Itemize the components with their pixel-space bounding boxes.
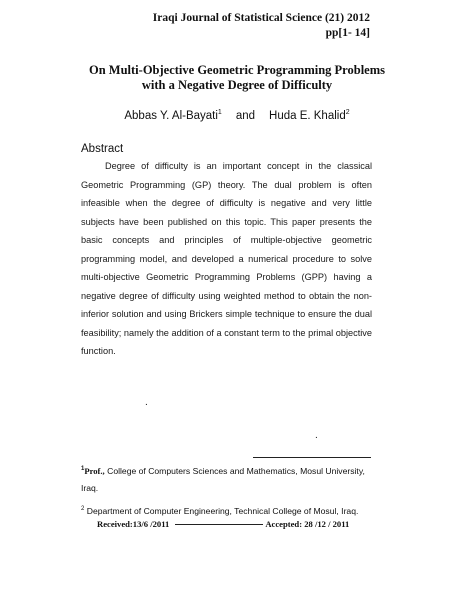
footnote-1-prefix: Prof., xyxy=(84,466,105,476)
received-date: Received:13/6 /2011 xyxy=(97,519,170,529)
footnote-1 xyxy=(81,463,381,497)
footnote-1-mark: 1 xyxy=(81,466,85,472)
footnote-2 xyxy=(81,505,381,517)
title-line-2: with a Negative Degree of Difficulty xyxy=(141,78,333,92)
journal-header: Iraqi Journal of Statistical Science (21) 2012 xyxy=(152,12,370,24)
author-line xyxy=(0,109,474,123)
author-connector: and xyxy=(235,110,256,122)
footnote-1-text: College of Computers Sciences and Mathematics, Mosul University, Iraq. xyxy=(81,466,365,493)
stray-dot: . xyxy=(315,430,318,441)
footnote-2-mark: 2 xyxy=(81,506,85,512)
author-2-mark: 2 xyxy=(345,109,350,116)
author-1-name: Abbas Y. Al-Bayati xyxy=(124,110,218,122)
author-2-name: Huda E. Khalid xyxy=(269,110,346,122)
date-separator-rule xyxy=(175,524,263,525)
footnote-divider xyxy=(253,457,371,458)
received-accepted-line xyxy=(97,518,349,530)
page-range: pp[1- 14] xyxy=(325,27,370,39)
accepted-date: Accepted: 28 /12 / 2011 xyxy=(265,519,350,529)
abstract-heading: Abstract xyxy=(81,143,124,155)
stray-dot: . xyxy=(145,397,148,408)
paper-title xyxy=(0,63,474,93)
title-line-1: On Multi-Objective Geometric Programming Problems xyxy=(89,63,385,77)
footnote-2-text: Department of Computer Engineering, Technical College of Mosul, Iraq. xyxy=(84,506,359,516)
abstract-body: Degree of difficulty is an important concept in the classical Geometric Programming (GP) theory. The dual problem is often infeasible when the degree of difficulty is negative and very little subjects have been published on this topic. This paper presents the basic concepts and principles of multiple-objective geometric programming model, and developed a numerical procedure to solve multi-objective Geometric Programming Problems (GPP) having a negative degree of difficulty using weighted method to obtain the non-inferior solution and using Brickers simple technique to ensure the dual feasibility; namely the addition of a constant term to the primal objective function. xyxy=(81,161,372,356)
author-1-mark: 1 xyxy=(217,109,222,116)
